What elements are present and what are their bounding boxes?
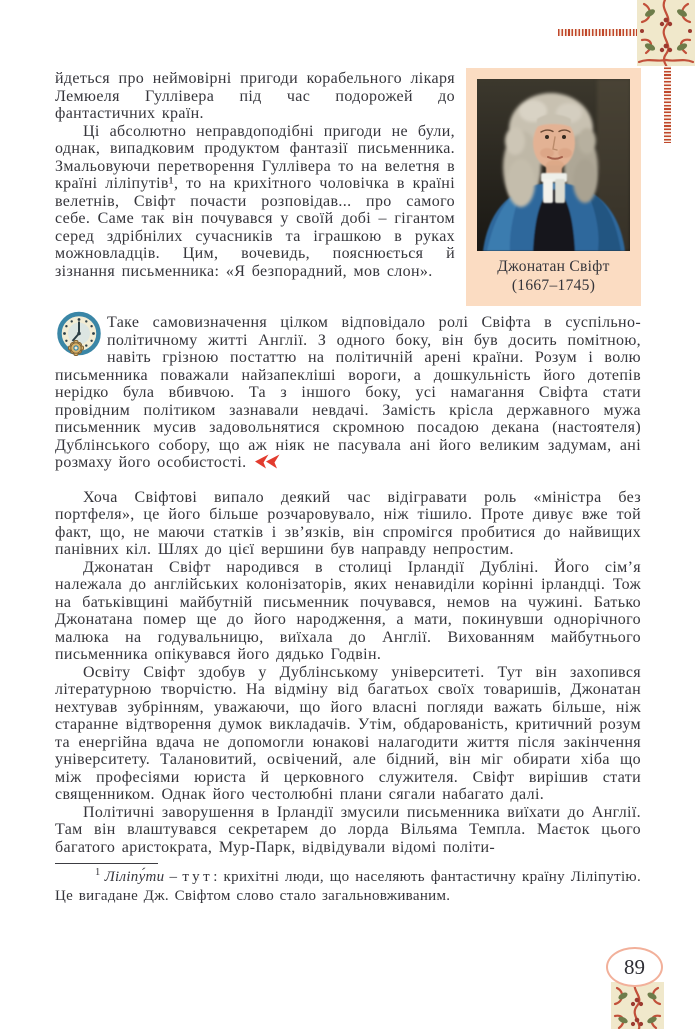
footnote-rule <box>55 863 158 864</box>
footnote-section <box>55 863 641 905</box>
portrait-caption <box>477 257 630 295</box>
body-paragraph: Хоча Свіфтові випало деякий час відігравати роль «міністра без портфеля», це його більше розчаровувало, ніж тішило. Проте дивує вже той факт, що, не маючи статків і зв’язків, він спромігся пробитися до найвищих панівних кіл. Шлях до цієї вершини був направду непростим. <box>55 488 641 558</box>
portrait-years: (1667–1745) <box>511 277 596 294</box>
jonathan-swift-portrait-image <box>477 79 630 251</box>
body-paragraph: Джонатан Свіфт народився в столиці Ірландії Дубліні. Його сім’я належала до англійських колонізаторів, яких ненавиділи корінні ірландці. Тож на батьківщині майбутній письменник почувався, немов на чужині. Батько Джонатана помер ще до його народження, а мати, покинувши однорічного малюка на годувальницю, виїхала до Англії. Вихованням майбутнього письменника опікувався його дядько Годвін. <box>55 558 641 663</box>
dashed-ribbon-horizontal <box>558 29 638 36</box>
intro-section <box>55 68 641 306</box>
floral-ornament-tile-bottom-icon <box>611 982 664 1029</box>
intro-text-column <box>55 68 455 306</box>
dashed-ribbon-vertical <box>664 64 671 143</box>
page-number: 89 <box>624 954 645 979</box>
floral-ornament-tile-top-icon <box>637 0 695 66</box>
portrait-name: Джонатан Свіфт <box>497 258 610 275</box>
body-paragraph: йдеться про неймовірні пригоди корабельного лікаря Лемюеля Гуллівера під час подорожей до фантастичних країн. <box>55 70 455 122</box>
body-paragraph: Ці абсолютно неправдоподібні пригоди не були, однак, випадковим продуктом фантазії письменника. Змальовуючи перетворення Гуллівера то на велетня в країні ліліпутів¹, то на крихітного чоловічка в країні велетнів, Свіфт почасти розповідав... про самого себе. Саме так він почувався у своїй добі – гігантом серед здрібнілих сучасників та іграшкою в руках можновладців. Цим, вочевидь, пояснюється й зізнання письменника: «Я безпорадний, мов слон». <box>55 122 455 280</box>
page-content <box>55 68 641 905</box>
footnote-spaced-word: тут <box>182 869 214 885</box>
footnote-text <box>55 868 641 905</box>
footnote-marker: 1 <box>95 867 101 878</box>
footnote-definition: : крихітні люди, що населяють фантастичну країну Ліліпутію. Це вигадане Дж. Свіфтом слово стало загальновживаним. <box>55 869 641 904</box>
portrait-card <box>466 68 641 306</box>
body-paragraph: Освіту Свіфт здобув у Дублінському університеті. Тут він захопився літературною творчістю. На відміну від багатьох своїх товаришів, Джонатан нехтував зубрінням, уважаючи, що його власні погляди важать більше, ніж старанне відтворення думок викладачів. Утім, обдарованість, критичний розум та енергійна вдача не допомогли юнакові налагодити життя після закінчення університету. Талановитий, освічений, але бідний, він міг обирати хіба що між професіями юриста й церковного служителя. Свіфт вирішив стати священником. Однак його честолюбні плани сягали набагато далі. <box>55 663 641 803</box>
footnote-term: Ліліпу́ти <box>104 869 165 885</box>
paragraph-text: Таке самовизначення цілком відповідало ролі Свіфта в суспільно-політичному житті Англії. З одного боку, він був досить помітною, навіть грізною постаттю на політичній арені країни. Розум і волю письменника поважали найзапекліші вороги, а дошкульність його дотепів нерідко була вбивчою. Та з іншого боку, усі намагання Свіфта стати провідним політиком зазнавали невдачі. Замість крісла державного мужа письменник мусив задовольнятися скромною посадою декана (настоятеля) Дублінського собору, що аж ніяк не пасувала ані його великим задумам, ані розмаху його особистості. <box>55 314 641 471</box>
body-paragraph: Політичні заворушення в Ірландії змусили письменника виїхати до Англії. Там він влаштувався секретарем до лорда Вільяма Темпла. Маєток цього багатого аристократа, Мур-Парк, відвідували відомі політи- <box>55 803 641 856</box>
highlighted-paragraph <box>55 314 641 474</box>
page-number-badge <box>606 947 663 987</box>
footnote-dash: – <box>169 869 178 885</box>
red-double-arrow-icon <box>253 454 280 474</box>
clock-gear-icon <box>55 311 103 359</box>
